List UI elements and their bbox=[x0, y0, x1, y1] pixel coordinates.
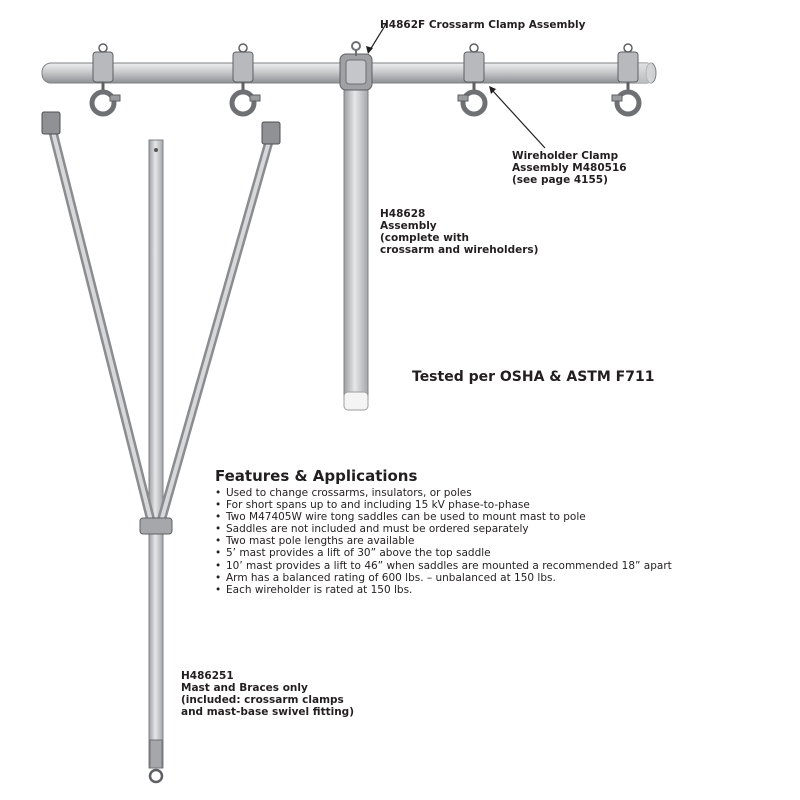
bullet-icon: • bbox=[215, 511, 222, 524]
callout-mast-braces: H486251 Mast and Braces only (included: crossarm clamps and mast-base swivel fitting) bbox=[181, 670, 354, 718]
certification-note: Tested per OSHA & ASTM F711 bbox=[412, 369, 655, 385]
bullet-icon: • bbox=[215, 583, 222, 596]
features-section bbox=[215, 467, 735, 596]
bullet-icon: • bbox=[215, 487, 222, 499]
bullet-icon: • bbox=[215, 499, 222, 512]
callout-assembly: H48628 Assembly (complete with crossarm and wireholders) bbox=[380, 208, 539, 256]
leader-wireholder bbox=[492, 90, 545, 148]
feature-item: • Arm has a balanced rating of 600 lbs. – unbalanced at 150 lbs. bbox=[215, 571, 556, 584]
bullet-icon: • bbox=[215, 535, 222, 548]
feature-item: • Saddles are not included and must be ordered separately bbox=[215, 523, 529, 536]
bullet-icon: • bbox=[215, 547, 222, 560]
feature-item: • 5’ mast provides a lift of 30” above the top saddle bbox=[215, 547, 491, 560]
callout-crossarm-clamp: H4862F Crossarm Clamp Assembly bbox=[380, 19, 586, 31]
callout-wireholder-clamp: Wireholder Clamp Assembly M480516 (see page 4155) bbox=[512, 150, 627, 186]
bullet-icon: • bbox=[215, 559, 222, 572]
bullet-icon: • bbox=[215, 571, 222, 584]
feature-item: • Each wireholder is rated at 150 lbs. bbox=[215, 583, 413, 596]
bullet-icon: • bbox=[215, 523, 222, 536]
features-list bbox=[215, 487, 735, 596]
assembly-pole bbox=[344, 80, 368, 410]
feature-item: • Used to change crossarms, insulators, or poles bbox=[215, 487, 472, 499]
feature-item: • Two mast pole lengths are available bbox=[215, 535, 415, 548]
feature-item: • 10’ mast provides a lift to 46” when saddles are mounted a recommended 18” apart bbox=[215, 559, 672, 572]
features-title: Features & Applications bbox=[215, 467, 418, 485]
feature-item: • Two M47405W wire tong saddles can be used to mount mast to pole bbox=[215, 511, 586, 524]
feature-item: • For short spans up to and including 15 kV phase-to-phase bbox=[215, 499, 530, 512]
